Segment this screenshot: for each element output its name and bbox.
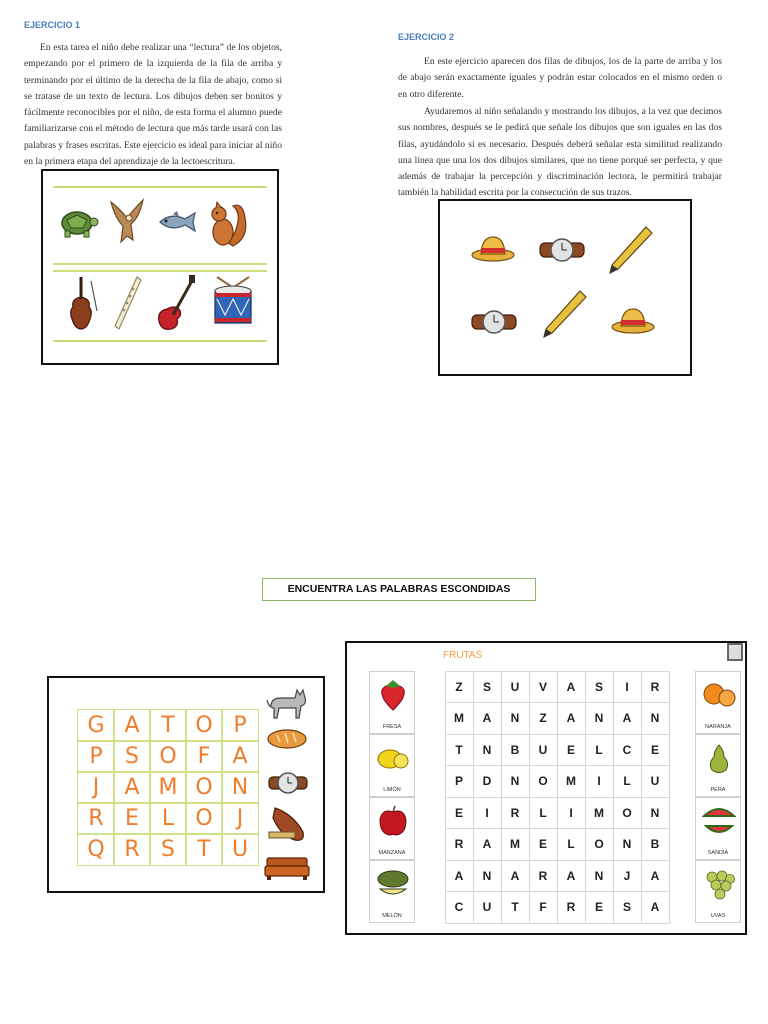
letter-cell[interactable]: S	[585, 671, 614, 704]
squirrel-icon	[207, 198, 249, 250]
fruit-card-label: MANZANA	[378, 850, 406, 856]
watch-icon	[267, 768, 309, 798]
guide-line	[53, 340, 267, 342]
letter-cell[interactable]: J	[221, 802, 259, 835]
turtle-icon	[57, 203, 99, 239]
letter-cell[interactable]: U	[529, 734, 558, 767]
letter-cell[interactable]: N	[641, 797, 670, 830]
letter-cell[interactable]: O	[185, 771, 223, 804]
grapes-icon	[702, 867, 736, 901]
letter-cell[interactable]: N	[501, 702, 530, 735]
letter-cell[interactable]: R	[557, 891, 586, 924]
letter-cell[interactable]: E	[529, 828, 558, 861]
letter-cell[interactable]: J	[77, 771, 115, 804]
guide-line	[53, 270, 267, 272]
letter-cell[interactable]: E	[445, 797, 474, 830]
letter-cell[interactable]: N	[585, 860, 614, 893]
apple-icon	[376, 804, 410, 838]
letter-cell[interactable]: I	[613, 671, 642, 704]
letter-cell[interactable]: T	[501, 891, 530, 924]
letter-cell[interactable]: N	[221, 771, 259, 804]
letter-cell[interactable]: A	[473, 702, 502, 735]
hat-icon	[470, 233, 516, 263]
letter-cell[interactable]: U	[641, 765, 670, 798]
fruit-card-watermelon	[695, 797, 741, 860]
fruit-letter-grid	[445, 671, 669, 923]
letter-cell[interactable]: T	[185, 833, 223, 866]
exercise2-paragraph-1: En este ejercicio aparecen dos filas de dibujos, los de la parte de arriba y los de abajo serán exactamente iguales y podrán estar colocados en el mismo orden o en otro diferente.	[398, 56, 722, 100]
letter-cell[interactable]: Z	[529, 702, 558, 735]
drum-icon	[211, 275, 255, 329]
letter-cell[interactable]: G	[77, 709, 115, 742]
fruit-card-label: SANDÍA	[707, 850, 729, 856]
letter-cell[interactable]: B	[501, 734, 530, 767]
ham-icon	[267, 804, 309, 844]
letter-cell[interactable]: Q	[77, 833, 115, 866]
letter-cell[interactable]: C	[445, 891, 474, 924]
letter-cell[interactable]: T	[149, 709, 187, 742]
fruit-card-orange	[695, 671, 741, 734]
fruit-card-label: FRESA	[382, 724, 402, 730]
fruit-card-strawberry	[369, 671, 415, 734]
letter-cell[interactable]: T	[445, 734, 474, 767]
letter-cell[interactable]: N	[473, 734, 502, 767]
letter-cell[interactable]: A	[113, 771, 151, 804]
cat-icon	[265, 684, 309, 720]
guide-line	[53, 263, 267, 265]
letter-cell[interactable]: A	[557, 860, 586, 893]
letter-cell[interactable]: A	[613, 702, 642, 735]
fruit-card-apple	[369, 797, 415, 860]
exercise2-heading: EJERCICIO 2	[398, 32, 455, 42]
watch-icon	[470, 305, 518, 339]
letter-cell[interactable]: A	[113, 709, 151, 742]
letter-cell[interactable]: D	[473, 765, 502, 798]
fruit-card-label: MELÓN	[382, 913, 402, 919]
pencil-icon	[540, 289, 588, 341]
sofa-icon	[263, 854, 311, 882]
pencil-icon	[606, 225, 654, 277]
letter-cell[interactable]: S	[113, 740, 151, 773]
letter-cell[interactable]: Z	[445, 671, 474, 704]
pear-icon	[702, 741, 736, 775]
letter-cell[interactable]: P	[77, 740, 115, 773]
small-letter-grid	[78, 710, 258, 865]
letter-cell[interactable]: R	[501, 797, 530, 830]
guide-line	[53, 186, 267, 188]
letter-cell[interactable]: L	[529, 797, 558, 830]
letter-cell[interactable]: O	[185, 709, 223, 742]
letter-cell[interactable]: I	[557, 797, 586, 830]
fish-icon	[157, 211, 197, 233]
hat-icon	[610, 305, 656, 335]
letter-cell[interactable]: P	[445, 765, 474, 798]
fruit-card-melon	[369, 860, 415, 923]
fruit-card-label: UVAS	[710, 913, 726, 919]
letter-cell[interactable]: O	[613, 797, 642, 830]
letter-cell[interactable]: A	[641, 891, 670, 924]
fruit-card-label: LIMÓN	[383, 787, 401, 793]
letter-cell[interactable]: O	[585, 828, 614, 861]
letter-cell[interactable]: R	[77, 802, 115, 835]
small-word-search-frame	[47, 676, 325, 893]
bread-icon	[267, 728, 307, 750]
letter-cell[interactable]: R	[113, 833, 151, 866]
eagle-icon	[107, 196, 147, 248]
letter-cell[interactable]: N	[641, 702, 670, 735]
lemon-icon	[376, 741, 410, 775]
letter-cell[interactable]: A	[221, 740, 259, 773]
letter-cell[interactable]: L	[585, 734, 614, 767]
exercise1-paragraph: En esta tarea el niño debe realizar una “lectura” de los objetos, empezando por el primero de la izquierda de la fila de arriba y terminando por el último de la derecha de la fila de abajo, como si se tratase de un texto de lectura. Los dibujos deben ser bonitos y fácilmente reconocibles por el niño, de esta forma el alumno puede familiarizarse con el método de lectura que más tarde usará con las palabras y frases escritas. Este ejercicio es ideal para iniciar al niño en la primera etapa del aprendizaje de la lectoescritura.	[24, 42, 282, 168]
letter-cell[interactable]: A	[445, 860, 474, 893]
letter-cell[interactable]: A	[501, 860, 530, 893]
letter-cell[interactable]: E	[113, 802, 151, 835]
letter-cell[interactable]: S	[613, 891, 642, 924]
letter-cell[interactable]: I	[585, 765, 614, 798]
letter-cell[interactable]: O	[149, 740, 187, 773]
fruit-card-lemon	[369, 734, 415, 797]
electric-guitar-icon	[153, 275, 197, 333]
letter-cell[interactable]: R	[641, 671, 670, 704]
letter-cell[interactable]: L	[149, 802, 187, 835]
letter-cell[interactable]: O	[185, 802, 223, 835]
letter-cell[interactable]: V	[529, 671, 558, 704]
letter-cell[interactable]: M	[149, 771, 187, 804]
letter-cell[interactable]: M	[585, 797, 614, 830]
exercise2-picture-frame	[438, 199, 692, 376]
letter-cell[interactable]: A	[557, 671, 586, 704]
strawberry-icon	[376, 678, 410, 712]
letter-cell[interactable]: F	[185, 740, 223, 773]
fruit-search-title: FRUTAS	[443, 650, 483, 661]
letter-cell[interactable]: O	[529, 765, 558, 798]
letter-cell[interactable]: F	[529, 891, 558, 924]
letter-cell[interactable]: E	[557, 734, 586, 767]
letter-cell[interactable]: P	[221, 709, 259, 742]
letter-cell[interactable]: A	[473, 828, 502, 861]
letter-cell[interactable]: I	[473, 797, 502, 830]
letter-cell[interactable]: S	[473, 671, 502, 704]
letter-cell[interactable]: E	[585, 891, 614, 924]
letter-cell[interactable]: R	[445, 828, 474, 861]
letter-cell[interactable]: U	[501, 671, 530, 704]
letter-cell[interactable]: N	[501, 765, 530, 798]
fruit-card-pear	[695, 734, 741, 797]
corner-square	[727, 643, 743, 661]
violin-icon	[63, 275, 99, 333]
fruit-card-grapes	[695, 860, 741, 923]
exercise1-picture-frame	[41, 169, 279, 365]
letter-cell[interactable]: M	[445, 702, 474, 735]
watermelon-icon	[702, 804, 736, 838]
letter-cell[interactable]: N	[613, 828, 642, 861]
flute-icon	[111, 275, 145, 331]
watch-icon	[538, 233, 586, 267]
letter-cell[interactable]: U	[473, 891, 502, 924]
letter-cell[interactable]: C	[613, 734, 642, 767]
letter-cell[interactable]: U	[221, 833, 259, 866]
letter-cell[interactable]: L	[557, 828, 586, 861]
letter-cell[interactable]: N	[473, 860, 502, 893]
letter-cell[interactable]: B	[641, 828, 670, 861]
letter-cell[interactable]: A	[557, 702, 586, 735]
melon-icon	[376, 867, 410, 901]
letter-cell[interactable]: M	[557, 765, 586, 798]
letter-cell[interactable]: L	[613, 765, 642, 798]
letter-cell[interactable]: A	[641, 860, 670, 893]
exercise2-paragraph-2: Ayudaremos al niño señalando y mostrando los dibujos, a la vez que decimos sus nombres, después se le pedirá que señale los dibujos que son iguales en las dos filas, ayudándolo si es necesario. Después deberá señalar esta similitud realizando una línea que una los dos dibujos similares, que no tiene porqué ser perfecta, y que además de trabajar la percepción y discriminación lectora, le permitirá trabajar también la habilidad escrita por la consecución de sus trazos.	[398, 106, 722, 199]
letter-cell[interactable]: S	[149, 833, 187, 866]
fruit-word-search-frame	[345, 641, 747, 935]
letter-cell[interactable]: E	[641, 734, 670, 767]
exercise1-heading: EJERCICIO 1	[24, 20, 81, 30]
fruit-card-label: PERA	[710, 787, 726, 793]
word-search-title: ENCUENTRA LAS PALABRAS ESCONDIDAS	[262, 578, 536, 601]
orange-icon	[702, 678, 736, 712]
letter-cell[interactable]: N	[585, 702, 614, 735]
letter-cell[interactable]: M	[501, 828, 530, 861]
letter-cell[interactable]: J	[613, 860, 642, 893]
letter-cell[interactable]: R	[529, 860, 558, 893]
fruit-card-label: NARANJA	[705, 724, 731, 730]
